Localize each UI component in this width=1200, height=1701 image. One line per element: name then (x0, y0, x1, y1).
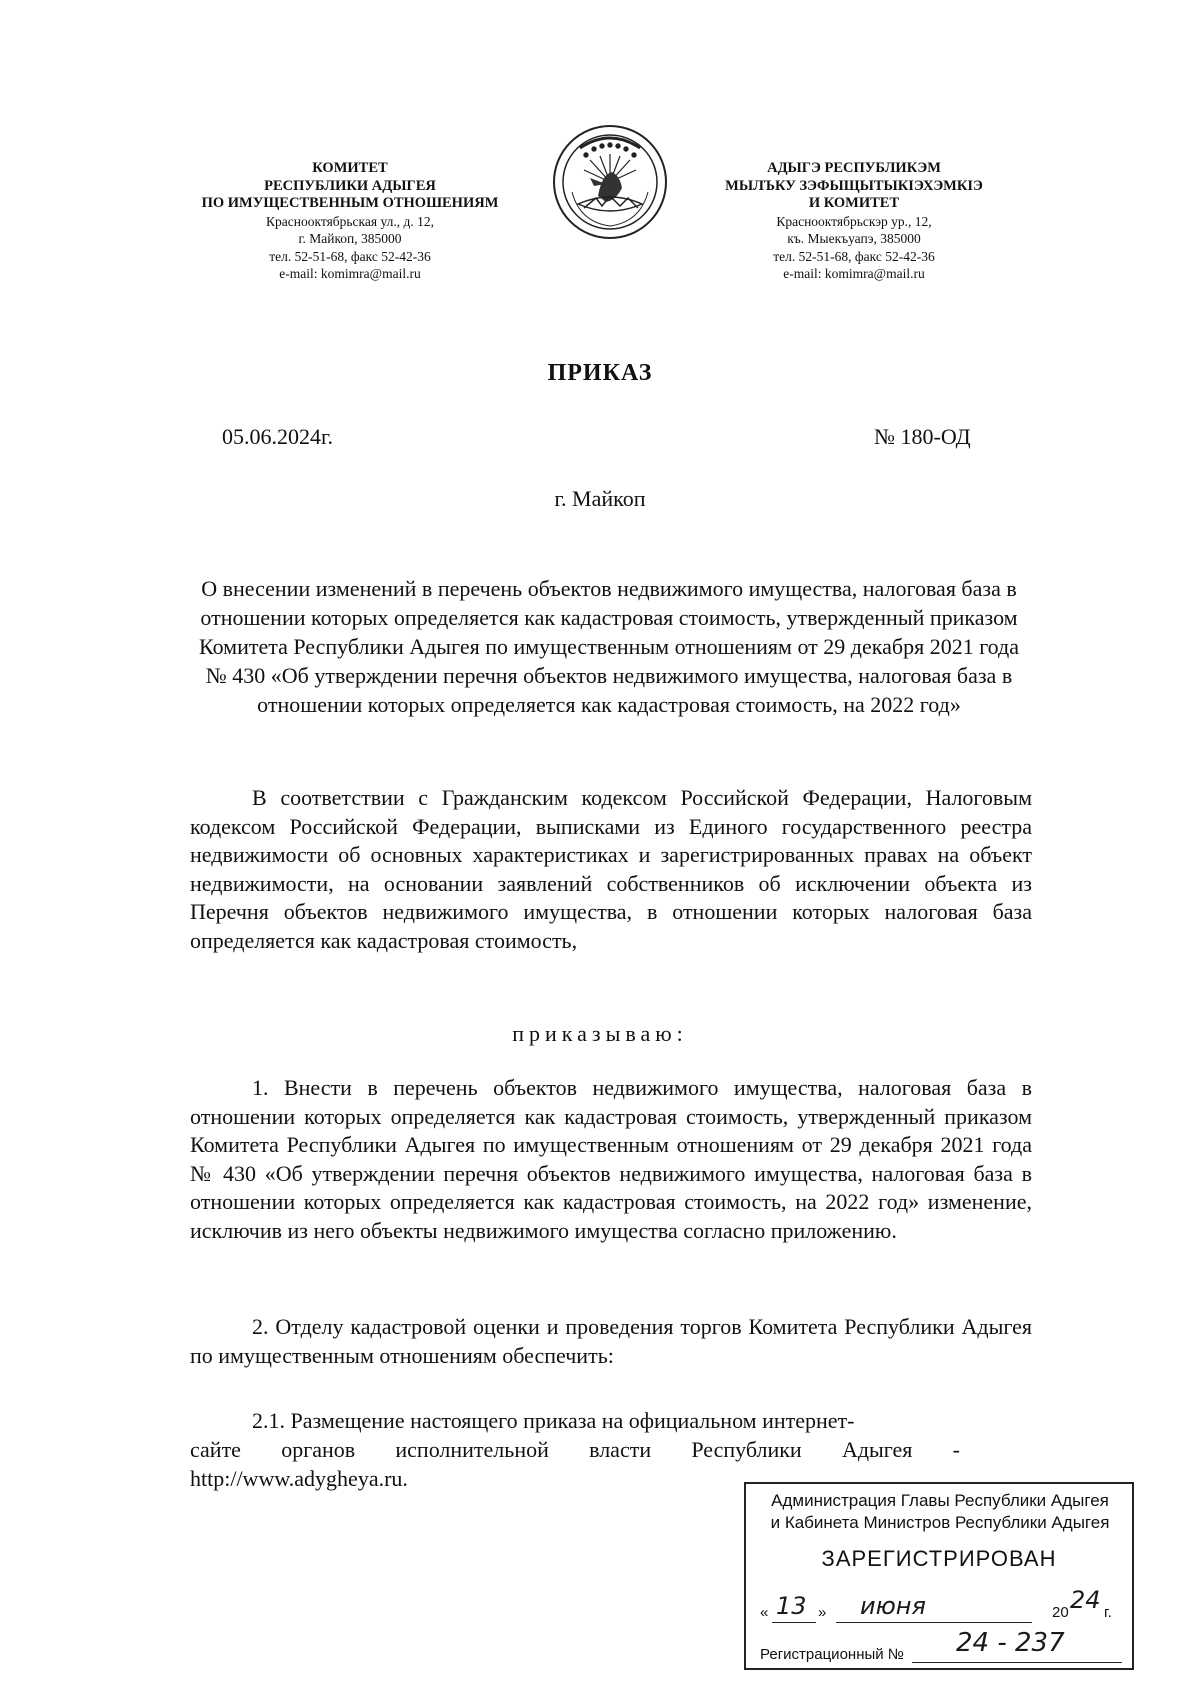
org-name-adyghe-line1: АДЫГЭ РЕСПУБЛИКЭМ (767, 160, 941, 176)
item-2-paragraph (190, 1313, 1032, 1370)
adygea-coat-of-arms-icon (550, 122, 670, 242)
item-1-text: 1. Внести в перечень объектов недвижимого имущества, налоговая база в отношении которых определяется как кадастровая стоимость, утвержденный приказом Комитета Республики Адыгея по имущественным отношениям от 29 декабря 2021 года № 430 «Об утверждении перечня объектов недвижимого имущества, налоговая база в отношении которых определяется как кадастровая стоимость, на 2022 год» изменение, исключив из него объекты недвижимого имущества согласно приложению. (190, 1075, 1032, 1243)
stamp-date-row (760, 1586, 1126, 1626)
item-2-1-line1 (190, 1407, 1032, 1436)
registration-stamp (744, 1482, 1134, 1670)
org-name-line3: ПО ИМУЩЕСТВЕННЫМ ОТНОШЕНИЯМ (201, 195, 499, 211)
org-name-adyghe-line2: МЫЛЪКУ ЗЭФЫЩЫТЫКІЭХЭМКІЭ (725, 177, 983, 194)
document-title: ПРИКАЗ (547, 360, 653, 386)
org-email-adyghe: e-mail: komimra@mail.ru (783, 266, 925, 281)
item-2-1-line2: сайте органов исполнительной власти Республики Адыгея - (190, 1437, 960, 1462)
stamp-reg-label: Регистрационный № (760, 1646, 904, 1663)
document-number: № 180-ОД (874, 424, 971, 449)
header-right (684, 160, 1024, 283)
stamp-registered: ЗАРЕГИСТРИРОВАН (821, 1546, 1057, 1571)
stamp-quote-open: « (760, 1604, 769, 1621)
item-2-1-text-a: 2.1. Размещение настоящего приказа на официальном интернет- (252, 1408, 855, 1433)
item-2-1-url: http://www.adygheya.ru. (190, 1466, 408, 1491)
org-name-line2: РЕСПУБЛИКИ АДЫГЕЯ (264, 177, 436, 194)
org-address-adyghe2: къ. Мыекъуапэ, 385000 (787, 231, 921, 246)
document-city: г. Майкоп (554, 486, 646, 511)
item-1-paragraph (190, 1074, 1032, 1246)
preamble-paragraph (190, 784, 1032, 956)
stamp-year-suffix: 24 (1070, 1586, 1101, 1614)
stamp-reg-number: 24 - 237 (956, 1628, 1065, 1658)
stamp-year-prefix: 20 (1052, 1604, 1069, 1621)
org-address2: г. Майкоп, 385000 (298, 231, 402, 246)
org-name-adyghe-line3: И КОМИТЕТ (808, 195, 900, 211)
org-address1: Краснооктябрьская ул., д. 12, (266, 213, 434, 229)
preamble-text: В соответствии с Гражданским кодексом Российской Федерации, Налоговым кодексом Российской Федерации, выписками из Единого государственного реестра недвижимости об основных характеристиках и зарегистрированных правах на объект недвижимости, на основании заявлений собственников об исключении объекта из Перечня объектов недвижимого имущества, в отношении которых налоговая база определяется как кадастровая стоимость, (190, 785, 1032, 953)
stamp-day: 13 (776, 1592, 807, 1620)
org-phone: тел. 52-51-68, факс 52-42-36 (269, 248, 431, 264)
org-address-adyghe1: Краснооктябрьскэр ур., 12, (776, 213, 932, 229)
org-phone-adyghe: тел. 52-51-68, факс 52-42-36 (773, 248, 935, 264)
item-2-text: 2. Отделу кадастровой оценки и проведения торгов Комитета Республики Адыгея по имущественным отношениям обеспечить: (190, 1314, 1032, 1368)
stamp-regno-row (760, 1628, 1126, 1664)
stamp-month: июня (860, 1592, 926, 1620)
stamp-line2: и Кабинета Министров Республики Адыгея (770, 1513, 1110, 1532)
stamp-line1: Администрация Главы Республики Адыгея (771, 1491, 1109, 1510)
header-left (170, 160, 530, 283)
stamp-header (750, 1490, 1130, 1534)
document-subject: О внесении изменений в перечень объектов недвижимого имущества, налоговая база в отношении которых определяется как кадастровая стоимость, утвержденный приказом Комитета Республики Адыгея по имущественным отношениям от 29 декабря 2021 года № 430 «Об утверждении перечня объектов недвижимого имущества, налоговая база в отношении которых определяется как кадастровая стоимость, на 2022 год» (198, 576, 1019, 717)
org-name-line1: КОМИТЕТ (312, 160, 388, 176)
stamp-year-g: г. (1104, 1604, 1112, 1621)
order-word: приказываю: (512, 1021, 688, 1046)
org-email: e-mail: komimra@mail.ru (279, 266, 421, 281)
document-date: 05.06.2024г. (222, 424, 334, 449)
stamp-quote-close: » (818, 1604, 827, 1621)
